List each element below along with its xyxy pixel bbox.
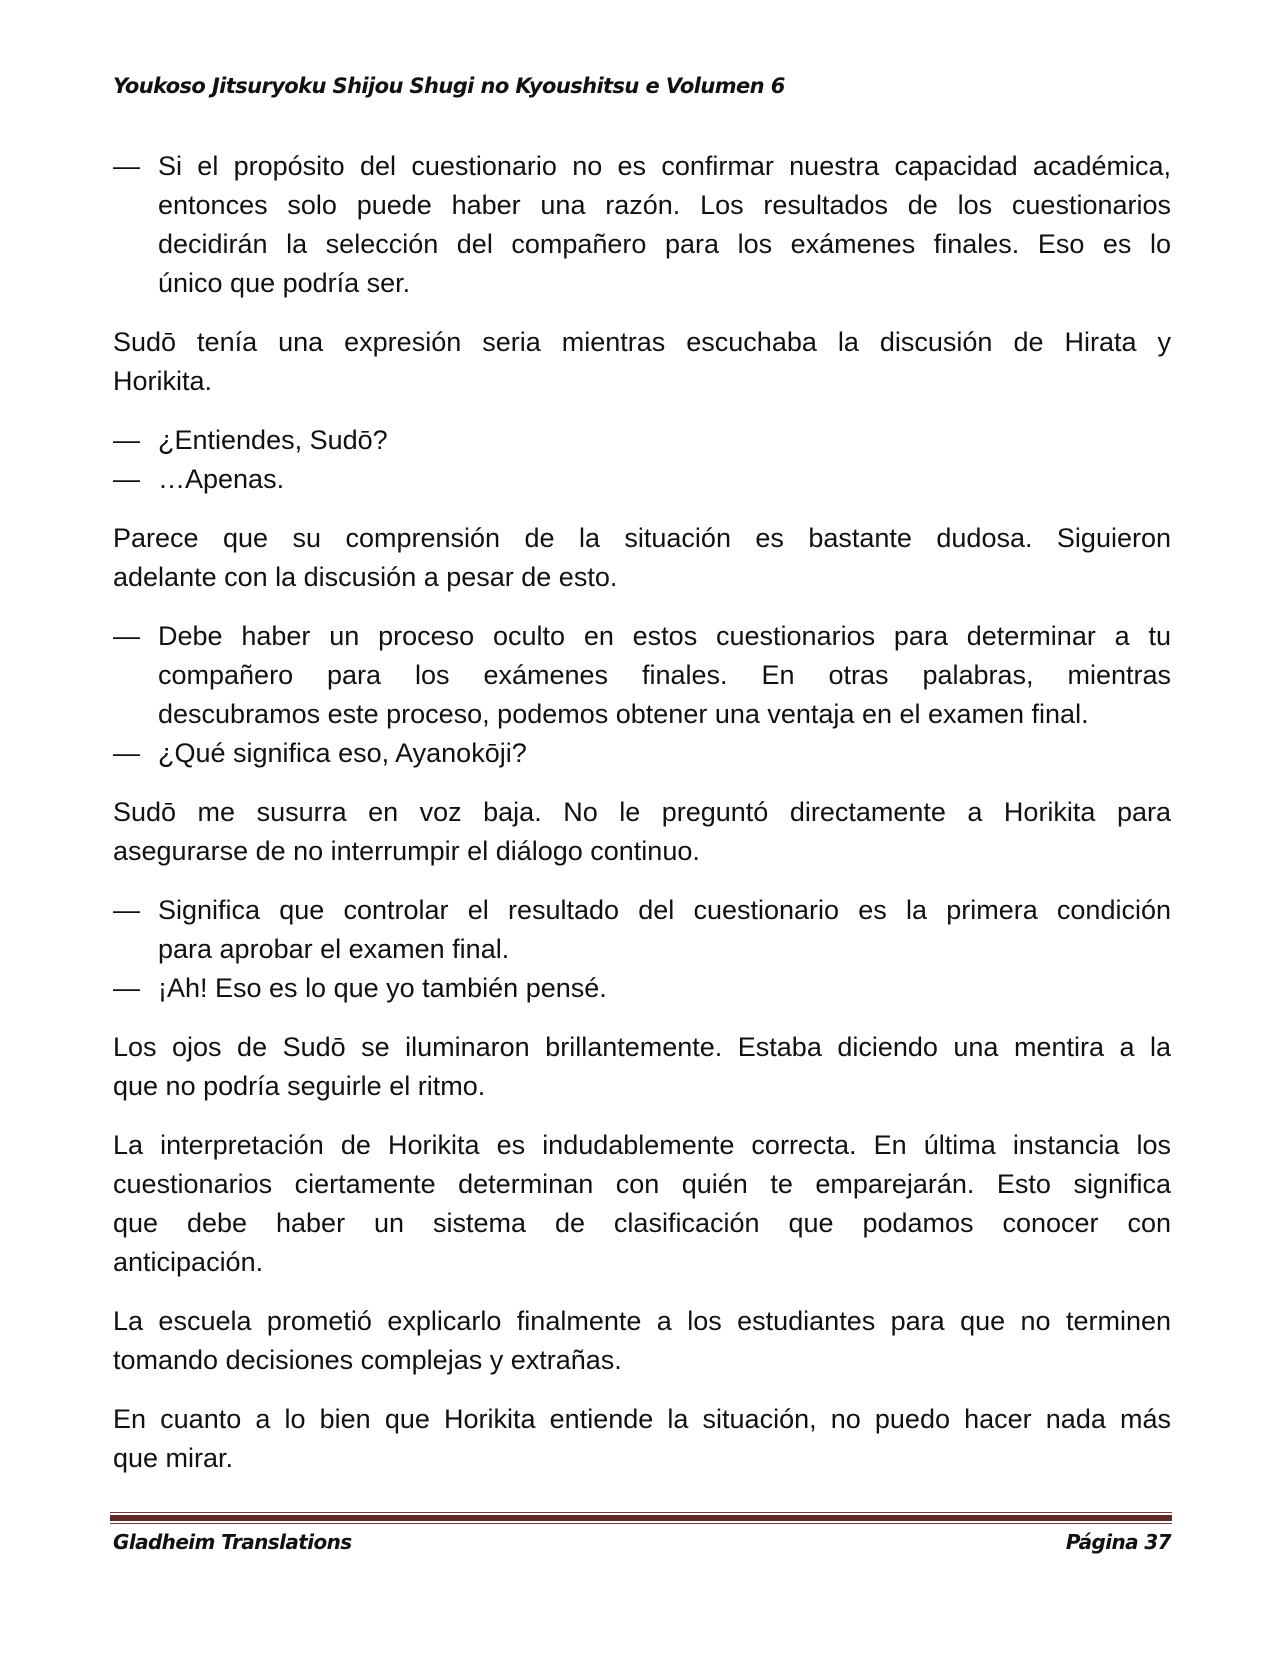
line-text: asegurarse de no interrumpir el diálogo continuo. <box>113 836 700 866</box>
em-dash: — <box>113 895 140 925</box>
paragraph <box>113 323 1171 401</box>
paragraph <box>113 1028 1171 1106</box>
footer-publisher: Gladheim Translations <box>113 1530 352 1554</box>
dialogue-line <box>113 460 1171 499</box>
text-line <box>113 1243 1171 1282</box>
text-line <box>113 519 1171 558</box>
line-text: Horikita. <box>113 366 213 396</box>
em-dash: — <box>113 425 140 455</box>
em-dash: — <box>113 464 140 494</box>
text-line <box>113 421 1171 460</box>
footer-rule <box>110 1512 1172 1524</box>
text-line <box>113 264 1171 303</box>
line-text: La interpretación de Horikita es indudablemente correcta. En última instancia los <box>113 1130 1171 1160</box>
page-number: Página 37 <box>1065 1530 1171 1554</box>
text-line <box>113 891 1171 930</box>
em-dash: — <box>113 738 140 768</box>
footer <box>113 1530 1171 1554</box>
text-line <box>113 793 1171 832</box>
running-header: Youkoso Jitsuryoku Shijou Shugi no Kyoushitsu e Volumen 6 <box>113 74 785 98</box>
text-line <box>113 1126 1171 1165</box>
line-text: Sudō me susurra en voz baja. No le preguntó directamente a Horikita para <box>113 797 1171 827</box>
line-text: …Apenas. <box>158 464 285 494</box>
line-text: que debe haber un sistema de clasificación que podamos conocer con <box>113 1208 1171 1238</box>
text-line <box>113 1028 1171 1067</box>
line-text: Significa que controlar el resultado del cuestionario es la primera condición <box>158 895 1171 925</box>
text-line <box>113 1439 1171 1478</box>
line-text: Si el propósito del cuestionario no es confirmar nuestra capacidad académica, <box>158 151 1171 181</box>
line-text: cuestionarios ciertamente determinan con quién te emparejarán. Esto significa <box>113 1169 1171 1199</box>
text-line <box>113 695 1171 734</box>
text-line <box>113 186 1171 225</box>
paragraph <box>113 793 1171 871</box>
text-line <box>113 832 1171 871</box>
paragraph <box>113 1126 1171 1282</box>
line-text: ¿Qué significa eso, Ayanokōji? <box>158 738 527 768</box>
text-line <box>113 1302 1171 1341</box>
dialogue-line <box>113 147 1171 303</box>
line-text: La escuela prometió explicarlo finalmente a los estudiantes para que no terminen <box>113 1306 1171 1336</box>
em-dash: — <box>113 621 140 651</box>
text-line <box>113 734 1171 773</box>
line-text: compañero para los exámenes finales. En otras palabras, mientras <box>158 660 1171 690</box>
text-line <box>113 362 1171 401</box>
line-text: ¿Entiendes, Sudō? <box>158 425 388 455</box>
text-line <box>113 147 1171 186</box>
line-text: adelante con la discusión a pesar de esto. <box>113 562 618 592</box>
text-line <box>113 558 1171 597</box>
dialogue-line <box>113 969 1171 1008</box>
line-text: En cuanto a lo bien que Horikita entiende la situación, no puedo hacer nada más <box>113 1404 1171 1434</box>
text-line <box>113 969 1171 1008</box>
dialogue-line <box>113 734 1171 773</box>
dialogue-line <box>113 421 1171 460</box>
text-line <box>113 1341 1171 1380</box>
line-text: que no podría seguirle el ritmo. <box>113 1071 486 1101</box>
dialogue-line <box>113 617 1171 734</box>
line-text: que mirar. <box>113 1443 234 1473</box>
text-line <box>113 1400 1171 1439</box>
text-line <box>113 323 1171 362</box>
line-text: Parece que su comprensión de la situación es bastante dudosa. Siguieron <box>113 523 1171 553</box>
line-text: ¡Ah! Eso es lo que yo también pensé. <box>158 973 607 1003</box>
em-dash: — <box>113 151 140 181</box>
dialogue-line <box>113 891 1171 969</box>
line-text: único que podría ser. <box>158 268 411 298</box>
line-text: tomando decisiones complejas y extrañas. <box>113 1345 622 1375</box>
line-text: anticipación. <box>113 1247 264 1277</box>
text-line <box>113 656 1171 695</box>
text-line <box>113 460 1171 499</box>
line-text: descubramos este proceso, podemos obtener una ventaja en el examen final. <box>158 699 1089 729</box>
paragraph <box>113 1400 1171 1478</box>
text-line <box>113 1165 1171 1204</box>
page-body <box>113 147 1171 1498</box>
text-line <box>113 1204 1171 1243</box>
line-text: Los ojos de Sudō se iluminaron brillantemente. Estaba diciendo una mentira a la <box>113 1032 1171 1062</box>
paragraph <box>113 519 1171 597</box>
text-line <box>113 225 1171 264</box>
em-dash: — <box>113 973 140 1003</box>
text-line <box>113 1067 1171 1106</box>
line-text: decidirán la selección del compañero para los exámenes finales. Eso es lo <box>158 229 1171 259</box>
text-line <box>113 930 1171 969</box>
line-text: para aprobar el examen final. <box>158 934 510 964</box>
paragraph <box>113 1302 1171 1380</box>
text-line <box>113 617 1171 656</box>
line-text: entonces solo puede haber una razón. Los resultados de los cuestionarios <box>158 190 1171 220</box>
line-text: Debe haber un proceso oculto en estos cuestionarios para determinar a tu <box>158 621 1171 651</box>
line-text: Sudō tenía una expresión seria mientras escuchaba la discusión de Hirata y <box>113 327 1171 357</box>
